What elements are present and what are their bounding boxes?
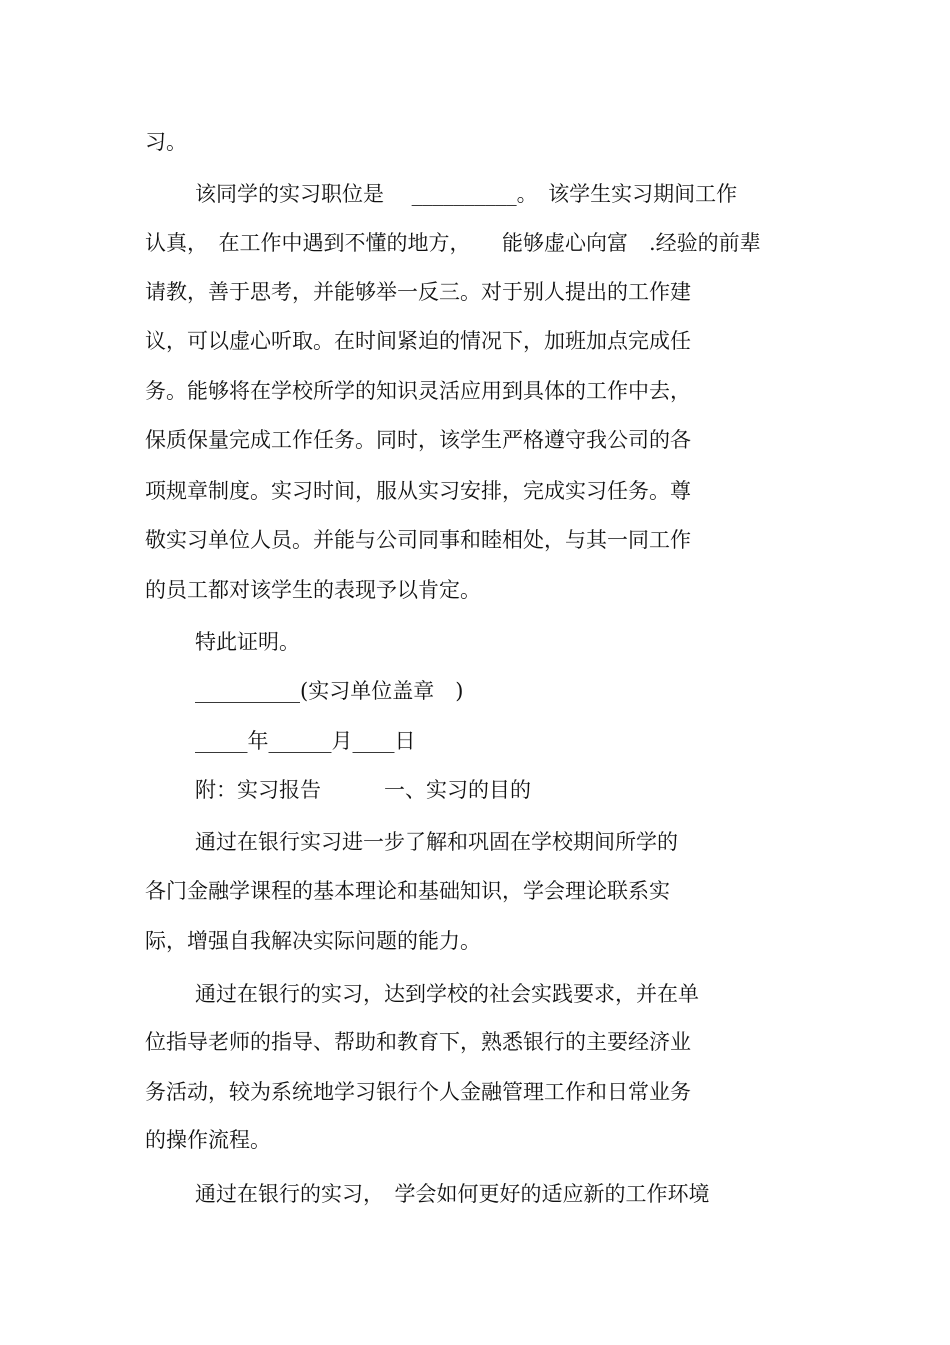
text-line: 议，可以虚心听取。在时间紧迫的情况下，加班加点完成任 [145,329,691,353]
text-line: 附：实习报告 一、实习的目的 [195,778,531,802]
text-line: 各门金融学课程的基本理论和基础知识，学会理论联系实 [145,879,670,903]
text-line: 特此证明。 [195,630,300,654]
text-line: 该同学的实习职位是 __________。 该学生实习期间工作 [195,182,738,206]
text-line: _____年______月____日 [195,729,416,753]
text-line: 通过在银行实习进一步了解和巩固在学校期间所学的 [195,830,678,854]
text-line: 通过在银行的实习，达到学校的社会实践要求，并在单 [195,982,699,1006]
text-line: 敬实习单位人员。并能与公司同事和睦相处，与其一同工作 [145,528,691,552]
text-line: 的员工都对该学生的表现予以肯定。 [145,578,481,602]
text-line: 习。 [145,130,187,154]
text-line: __________(实习单位盖章 ) [195,679,464,703]
text-line: 项规章制度。实习时间，服从实习安排，完成实习任务。尊 [145,479,691,503]
text-line: 际，增强自我解决实际问题的能力。 [145,929,481,953]
text-line: 认真， 在工作中遇到不懂的地方， 能够虚心向富 .经验的前辈 [145,231,761,255]
text-line: 务。能够将在学校所学的知识灵活应用到具体的工作中去， [145,379,691,403]
text-line: 请教，善于思考，并能够举一反三。对于别人提出的工作建 [145,280,691,304]
text-line: 保质保量完成工作任务。同时，该学生严格遵守我公司的各 [145,428,691,452]
text-line: 通过在银行的实习， 学会如何更好的适应新的工作环境 [195,1182,710,1206]
text-line: 务活动，较为系统地学习银行个人金融管理工作和日常业务 [145,1080,691,1104]
text-line: 的操作流程。 [145,1128,271,1152]
text-line: 位指导老师的指导、帮助和教育下，熟悉银行的主要经济业 [145,1030,691,1054]
